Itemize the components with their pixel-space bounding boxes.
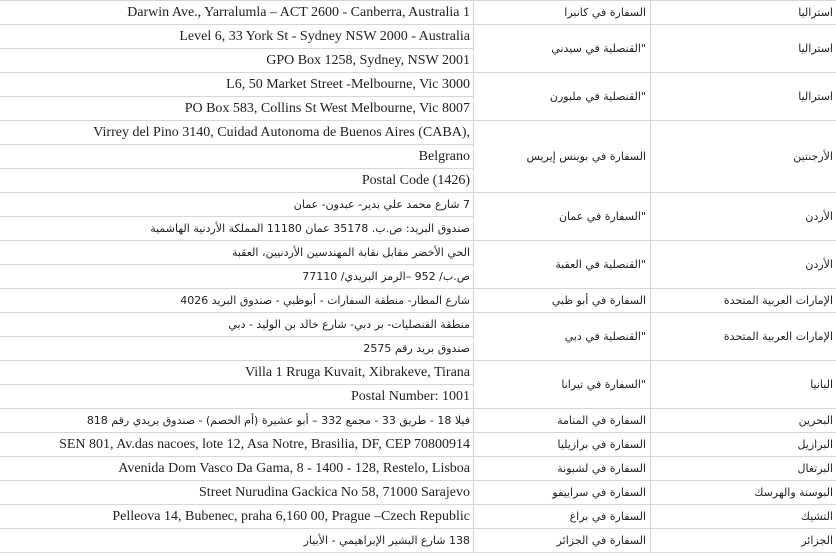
address-line: Villa 1 Rruga Kuvait, Xibrakeve, Tirana — [0, 361, 473, 385]
address-cell — [0, 481, 474, 505]
address-line: Belgrano — [0, 145, 473, 169]
country-cell: الأرجنتين — [651, 121, 836, 193]
table-row — [0, 361, 836, 409]
mission-cell: "السفارة في تيرانا — [474, 361, 651, 409]
address-line: صندوق بريد رقم 2575 — [363, 342, 470, 355]
country-cell: البانيا — [651, 361, 836, 409]
country-cell: البرازيل — [651, 433, 836, 457]
table-row — [0, 505, 836, 529]
mission-cell: السفارة في سراييفو — [474, 481, 651, 505]
mission-cell: السفارة في بوينس إيريس — [474, 121, 651, 193]
table-row — [0, 433, 836, 457]
address-line: Avenida Dom Vasco Da Gama, 8 - 1400 - 128, Restelo, Lisboa — [118, 461, 470, 476]
address-cell — [0, 25, 474, 73]
address-cell — [0, 121, 474, 193]
address-line: شارع المطار- منطقة السفارات - أبوظبي - صندوق البريد 4026 — [180, 294, 470, 307]
address-line: PO Box 583, Collins St West Melbourne, Vic 8007 — [184, 101, 470, 116]
address-line: L6, 50 Market Street -Melbourne, Vic 3000 — [0, 73, 473, 97]
mission-cell: "القنصلية في دبي — [474, 313, 651, 361]
country-cell: الأردن — [651, 193, 836, 241]
address-line: Virrey del Pino 3140, Cuidad Autonoma de Buenos Aires (CABA), — [0, 121, 473, 145]
address-cell — [0, 313, 474, 361]
address-cell — [0, 193, 474, 241]
address-line: فيلا 18 - طريق 33 - مجمع 332 – أبو عشيرة (أم الحصم) - صندوق بريدي رقم 818 — [86, 414, 470, 427]
address-cell — [0, 241, 474, 289]
table-row — [0, 241, 836, 289]
address-line: Pelleova 14, Bubenec, praha 6,160 00, Prague –Czech Republic — [112, 509, 470, 524]
country-cell: التشيك — [651, 505, 836, 529]
country-cell: البرتغال — [651, 457, 836, 481]
mission-cell: السفارة في كانبرا — [474, 1, 651, 25]
address-cell — [0, 505, 474, 529]
table-row — [0, 289, 836, 313]
address-cell — [0, 529, 474, 553]
mission-cell: السفارة في براغ — [474, 505, 651, 529]
country-cell: الإمارات العربية المتحدة — [651, 313, 836, 361]
table-row — [0, 121, 836, 193]
country-cell: الإمارات العربية المتحدة — [651, 289, 836, 313]
mission-cell: السفارة في برازيليا — [474, 433, 651, 457]
mission-cell: السفارة في الجزائر — [474, 529, 651, 553]
table-row — [0, 457, 836, 481]
address-line: 138 شارع البشير الإبراهيمي - الأبيار — [303, 534, 470, 547]
address-line: Postal Number: 1001 — [351, 389, 470, 404]
country-cell: استراليا — [651, 1, 836, 25]
mission-cell: "السفارة في عمان — [474, 193, 651, 241]
table-row — [0, 1, 836, 25]
mission-cell: السفارة في لشبونة — [474, 457, 651, 481]
address-cell — [0, 409, 474, 433]
address-line: Postal Code (1426) — [361, 173, 470, 188]
table-row — [0, 313, 836, 361]
mission-cell: السفارة في المنامة — [474, 409, 651, 433]
table-row — [0, 73, 836, 121]
address-cell — [0, 289, 474, 313]
mission-cell: "القنصلية في العقبة — [474, 241, 651, 289]
country-cell: استراليا — [651, 25, 836, 73]
address-line: GPO Box 1258, Sydney, NSW 2001 — [266, 53, 470, 68]
mission-cell: "القنصلية في ملبورن — [474, 73, 651, 121]
address-cell — [0, 433, 474, 457]
country-cell: البحرين — [651, 409, 836, 433]
address-line: Darwin Ave., Yarralumla – ACT 2600 - Canberra, Australia 1 — [127, 5, 470, 20]
table-row — [0, 409, 836, 433]
address-line: الحي الأخضر مقابل نقابة المهندسين الأردنيين، العقبة — [0, 241, 473, 265]
country-cell: الجزائر — [651, 529, 836, 553]
address-line: Level 6, 33 York St - Sydney NSW 2000 - Australia — [0, 25, 473, 49]
address-cell — [0, 1, 474, 25]
country-cell: الأردن — [651, 241, 836, 289]
mission-cell: السفارة في أبو ظبي — [474, 289, 651, 313]
address-line: ص.ب/ 952 –الرمز البريدي/ 77110 — [302, 270, 470, 283]
country-cell: البوسنة والهرسك — [651, 481, 836, 505]
table-row — [0, 25, 836, 73]
table-row — [0, 529, 836, 553]
address-line: 7 شارع محمد علي بدير- عبدون- عمان — [0, 193, 473, 217]
table-row — [0, 193, 836, 241]
country-cell: استراليا — [651, 73, 836, 121]
address-cell — [0, 73, 474, 121]
address-line: Street Nurudina Gackica No 58, 71000 Sarajevo — [199, 485, 470, 500]
address-cell — [0, 457, 474, 481]
address-line: صندوق البريد: ص.ب. 35178 عمان 11180 المملكة الأردنية الهاشمية — [150, 222, 470, 235]
address-line: منطقة القنصليات- بر دبي- شارع خالد بن الوليد - دبي — [0, 313, 473, 337]
address-line: SEN 801, Av.das nacoes, lote 12, Asa Notre, Brasilia, DF, CEP 70800914 — [59, 437, 470, 452]
mission-cell: "القنصلية في سيدني — [474, 25, 651, 73]
table-row — [0, 481, 836, 505]
address-cell — [0, 361, 474, 409]
